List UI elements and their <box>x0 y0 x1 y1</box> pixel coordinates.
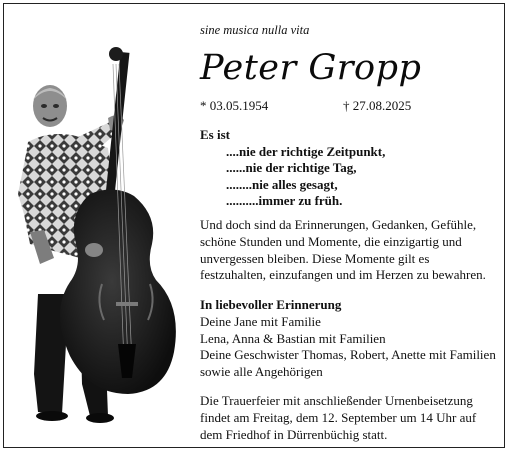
funeral-details <box>200 393 476 443</box>
mourner-line: Deine Geschwister Thomas, Robert, Anette mit Familien <box>200 347 496 363</box>
photo-man-with-double-bass <box>10 44 186 424</box>
poem-intro: Es ist <box>200 127 230 142</box>
obituary-frame <box>3 3 505 448</box>
mourner-line: Deine Jane mit Familie <box>200 313 321 329</box>
mourner-line: Lena, Anna & Bastian mit Familien <box>200 330 386 346</box>
poem-line: ..........immer zu früh. <box>226 193 343 208</box>
birth-date: * 03.05.1954 <box>200 98 269 113</box>
poem <box>200 127 385 210</box>
memorial-text-line: festzuhalten, einzufangen und im Herzen zu bewahren. <box>200 267 486 283</box>
mourner-line: sowie alle Angehörigen <box>200 364 323 380</box>
memorial-text-line: unvergessen bleiben. Diese Momente gilt es <box>200 250 430 266</box>
memorial-text-line: schöne Stunden und Momente, die einzigartig und <box>200 233 462 249</box>
poem-line: ......nie der richtige Tag, <box>226 160 357 175</box>
motto: sine musica nulla vita <box>200 23 310 37</box>
memorial-text-line: Und doch sind da Erinnerungen, Gedanken, Gefühle, <box>200 217 477 232</box>
deceased-name: Peter Gropp <box>200 48 422 88</box>
memorial-text <box>200 217 505 284</box>
death-date: † 27.08.2025 <box>343 98 412 113</box>
funeral-line: findet am Freitag, dem 12. September um 14 Uhr auf <box>200 409 477 425</box>
poem-line: ........nie alles gesagt, <box>226 176 338 192</box>
mourners-section <box>200 297 496 381</box>
mourners-heading: In liebevoller Erinnerung <box>200 297 342 312</box>
funeral-line: dem Friedhof in Dürrenbüchig statt. <box>200 426 388 442</box>
poem-line: ....nie der richtige Zeitpunkt, <box>226 143 386 159</box>
funeral-line: Die Trauerfeier mit anschließender Urnenbeisetzung <box>200 393 473 408</box>
